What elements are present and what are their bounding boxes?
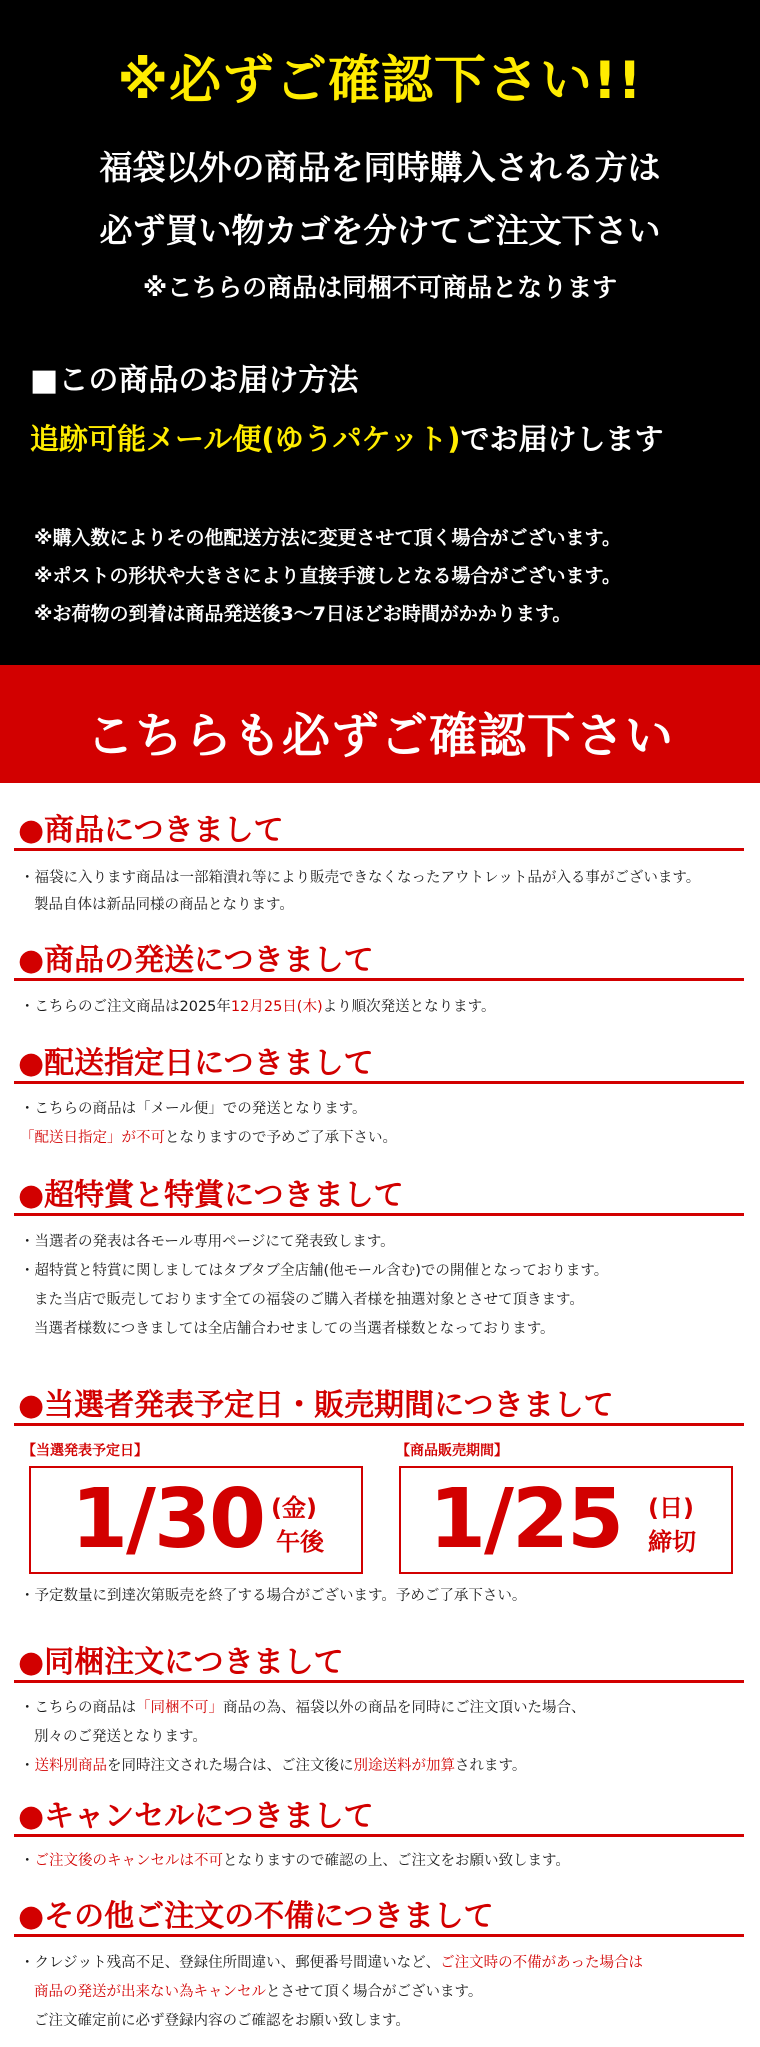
product-text: ・福袋に入ります商品は一部箱潰れ等により販売できなくなったアウトレット品が入る事がございます。 (20, 870, 701, 886)
bundle-text-part: されます。 (455, 1758, 527, 1774)
delivery-date-restriction: 「配送日指定」が不可 (20, 1130, 165, 1146)
prize-text: 当選者様数につきましては全店舗合わせましての当選者様数となっております。 (34, 1321, 555, 1337)
sale-end-date: 1/25 (429, 1472, 623, 1567)
delivery-heading: ■この商品のお届け方法 (30, 363, 359, 398)
announce-date-label: 【当選発表予定日】 (22, 1443, 148, 1459)
delivery-method-rest: でお届けします (460, 422, 664, 456)
shipping-date: 12月25日(木) (230, 999, 323, 1015)
notice-line-1: 福袋以外の商品を同時購入される方は (99, 148, 661, 187)
other-text (20, 1951, 643, 1972)
section-divider (14, 1423, 744, 1426)
sale-period-box (399, 1466, 733, 1574)
prize-text: ・超特賞と特賞に関しましてはタブタブ全店舗(他モール含む)での開催となっております。 (20, 1263, 609, 1279)
section-heading-product: ●商品につきまして (18, 813, 284, 848)
notice-line-2: 必ず買い物カゴを分けてご注文下さい (99, 211, 661, 250)
bundle-text-part: ・こちらの商品は (20, 1700, 136, 1716)
bundle-text-part: 商品の為、福袋以外の商品を同時にご注文頂いた場合、 (223, 1700, 586, 1716)
section-divider (14, 978, 744, 981)
shipping-text (20, 995, 495, 1016)
bundle-extra-fee: 別途送料が加算 (353, 1758, 455, 1774)
sale-end-day: (日) (648, 1494, 694, 1522)
sale-period-label: 【商品販売期間】 (396, 1443, 508, 1459)
notice-title: ※必ずご確認下さい!! (117, 51, 643, 111)
bundle-text-part: を同時注文された場合は、ご注文後に (107, 1758, 354, 1774)
delivery-date-text: ・こちらの商品は「メール便」での発送となります。 (20, 1101, 367, 1117)
section-heading-period: ●当選者発表予定日・販売期間につきまして (18, 1388, 614, 1423)
shipping-suffix: より順次発送となります。 (322, 999, 496, 1015)
shipping-prefix: ・こちらのご注文商品は2025年 (20, 999, 231, 1015)
announce-date-box (29, 1466, 363, 1574)
bundle-text: 別々のご発送となります。 (34, 1729, 207, 1745)
other-text (34, 1980, 482, 2001)
other-text-part: とさせて頂く場合がございます。 (266, 1984, 483, 2000)
bundle-separate-shipping-item: 送料別商品 (34, 1758, 107, 1774)
bundle-not-allowed: 「同梱不可」 (136, 1700, 223, 1716)
period-note: ・予定数量に到達次第販売を終了する場合がございます。予めご了承下さい。 (20, 1588, 527, 1604)
section-heading-prize: ●超特賞と特賞につきまして (18, 1178, 404, 1213)
cancel-text-part: ・ (20, 1853, 35, 1869)
other-cancel-warning: 商品の発送が出来ない為キャンセル (34, 1984, 266, 2000)
section-heading-other: ●その他ご注文の不備につきまして (18, 1899, 494, 1934)
bundle-text (20, 1754, 526, 1775)
delivery-date-rest: となりますので予めご了承下さい。 (165, 1130, 397, 1146)
section-divider (14, 1081, 744, 1084)
other-text-part: ・クレジット残高不足、登録住所間違い、郵便番号間違いなど、 (20, 1955, 441, 1971)
product-text: 製品自体は新品同様の商品となります。 (34, 897, 294, 913)
bundle-text (20, 1696, 586, 1717)
other-order-error: ご注文時の不備があった場合は (440, 1955, 643, 1971)
section-heading-shipping: ●商品の発送につきまして (18, 943, 374, 978)
delivery-note: ※購入数によりその他配送方法に変更させて頂く場合がございます。 (34, 527, 621, 549)
prize-text: また当店で販売しております全ての福袋のご購入者様を抽選対象とさせて頂きます。 (34, 1292, 584, 1308)
section-heading-delivery-date: ●配送指定日につきまして (18, 1046, 374, 1081)
delivery-note: ※お荷物の到着は商品発送後3〜7日ほどお時間がかかります。 (34, 603, 572, 625)
section-heading-bundle: ●同梱注文につきまして (18, 1645, 344, 1680)
confirm-banner-title: こちらも必ずご確認下さい (85, 708, 674, 764)
delivery-date-text (20, 1126, 397, 1147)
cancel-text (20, 1849, 570, 1870)
announce-time: 午後 (276, 1528, 324, 1556)
cancel-text-part: となりますので確認の上、ご注文をお願い致します。 (223, 1853, 570, 1869)
bundle-text-part: ・ (20, 1758, 35, 1774)
section-divider (14, 1934, 744, 1937)
section-divider (14, 848, 744, 851)
section-divider (14, 1213, 744, 1216)
announce-date: 1/30 (71, 1472, 265, 1567)
section-divider (14, 1680, 744, 1683)
notice-bundle-note: ※こちらの商品は同梱不可商品となります (142, 273, 618, 302)
delivery-note: ※ポストの形状や大きさにより直接手渡しとなる場合がございます。 (34, 565, 621, 587)
announce-day: (金) (271, 1494, 317, 1522)
notice-block (0, 0, 760, 665)
section-heading-cancel: ●キャンセルにつきまして (18, 1799, 374, 1834)
sale-end-text: 締切 (648, 1528, 696, 1556)
confirm-banner (0, 665, 760, 783)
cancel-not-allowed: ご注文後のキャンセルは不可 (34, 1853, 223, 1869)
section-divider (14, 1834, 744, 1837)
delivery-method (30, 417, 750, 458)
prize-text: ・当選者の発表は各モール専用ページにて発表致します。 (20, 1234, 395, 1250)
delivery-method-highlight: 追跡可能メール便(ゆうパケット) (30, 422, 461, 456)
other-text: ご注文確定前に必ず登録内容のご確認をお願い致します。 (34, 2013, 410, 2029)
